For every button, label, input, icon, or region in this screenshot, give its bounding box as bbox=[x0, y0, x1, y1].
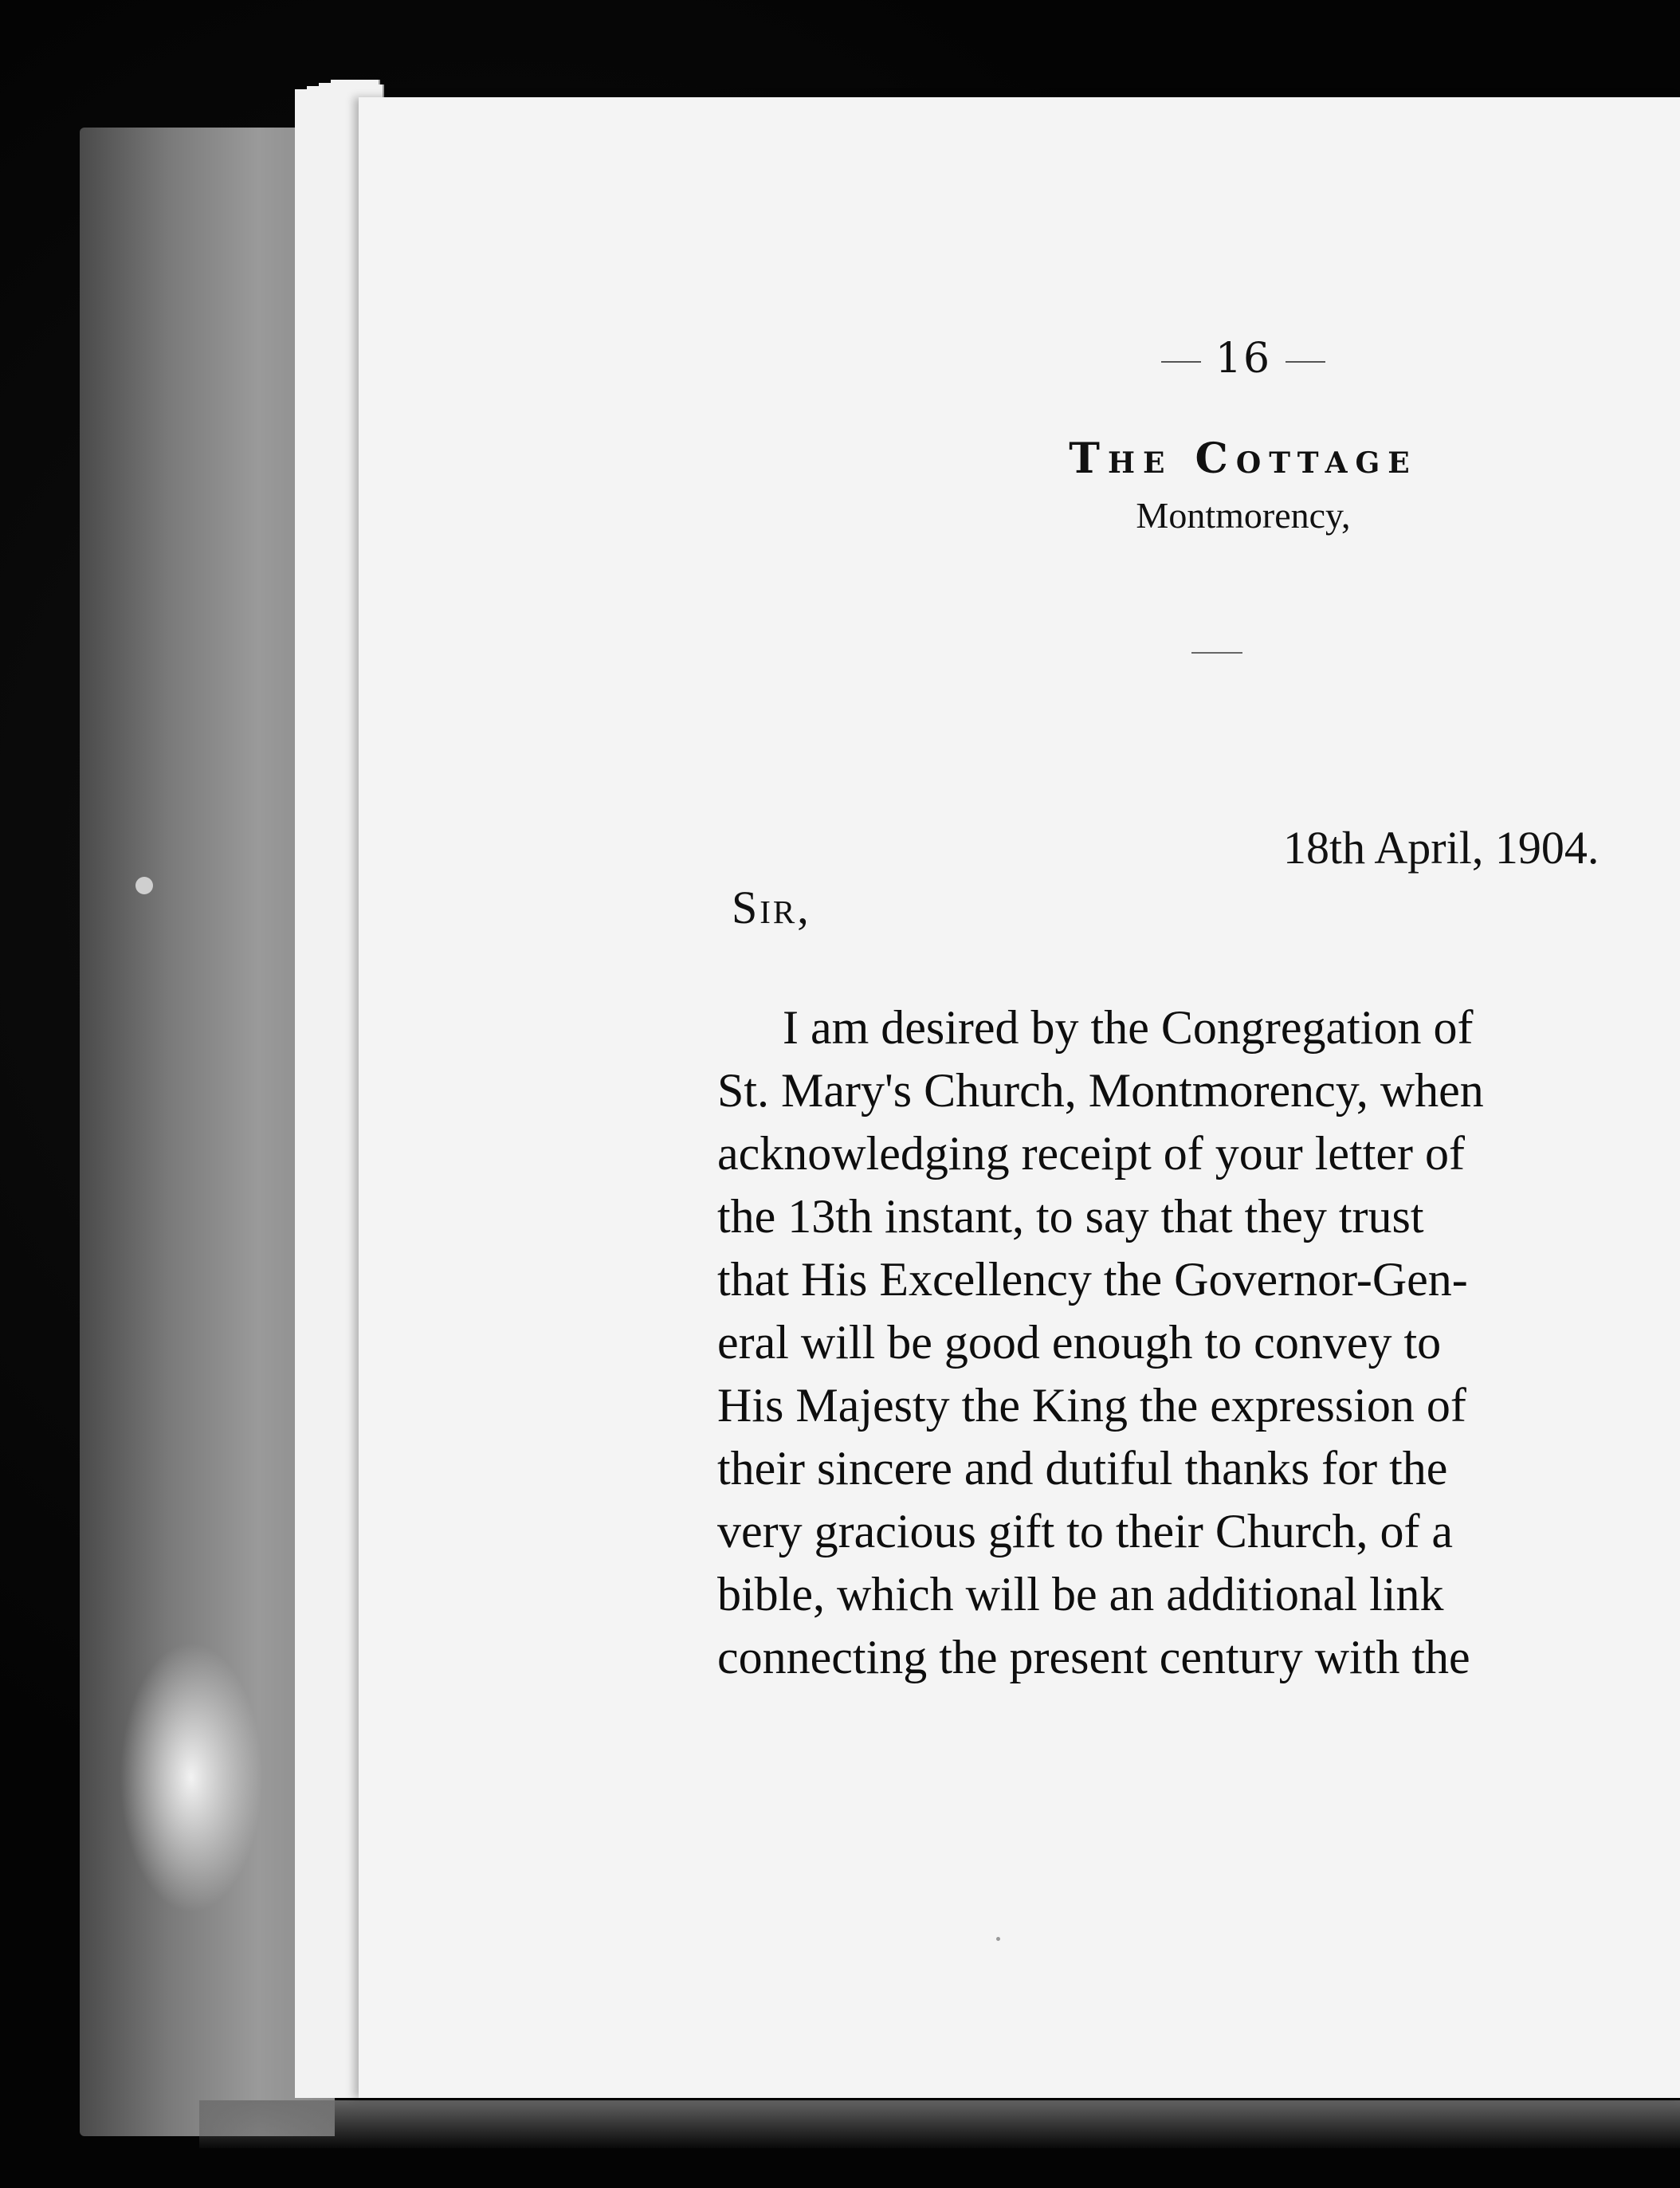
body-line: that His Excellency the Governor-Gen- bbox=[717, 1253, 1468, 1306]
body-line: I am desired by the Congregation of bbox=[783, 1001, 1474, 1054]
separator-rule bbox=[1191, 652, 1242, 654]
page-number-text: 16 bbox=[1215, 335, 1272, 383]
dash-right bbox=[1286, 361, 1325, 363]
salutation: Sir, bbox=[732, 882, 811, 933]
address-place: Montmorency, bbox=[1136, 495, 1351, 536]
page-bottom-shadow bbox=[199, 2100, 1680, 2148]
letter-address bbox=[964, 434, 1522, 536]
body-line: eral will be good enough to convey to bbox=[717, 1316, 1442, 1369]
letter-body bbox=[717, 996, 1680, 1689]
body-line: the 13th instant, to say that they trust bbox=[717, 1190, 1424, 1243]
body-line: St. Mary's Church, Montmorency, when bbox=[717, 1064, 1484, 1117]
body-line: acknowledging receipt of your letter of bbox=[717, 1127, 1465, 1180]
body-line: His Majesty the King the expression of bbox=[717, 1379, 1466, 1432]
dust-speck bbox=[135, 877, 153, 894]
address-name: The Cottage bbox=[1069, 434, 1418, 483]
letter-date: 18th April, 1904. bbox=[1283, 822, 1600, 874]
page-number bbox=[1124, 335, 1363, 383]
body-line: very gracious gift to their Church, of a bbox=[717, 1505, 1454, 1558]
body-line: connecting the present century with the bbox=[717, 1631, 1470, 1683]
body-line: bible, which will be an additional link bbox=[717, 1568, 1444, 1620]
dust-speck bbox=[996, 1937, 1000, 1941]
dash-left bbox=[1161, 361, 1201, 363]
light-glare bbox=[120, 1642, 263, 1913]
body-line: their sincere and dutiful thanks for the bbox=[717, 1442, 1448, 1495]
